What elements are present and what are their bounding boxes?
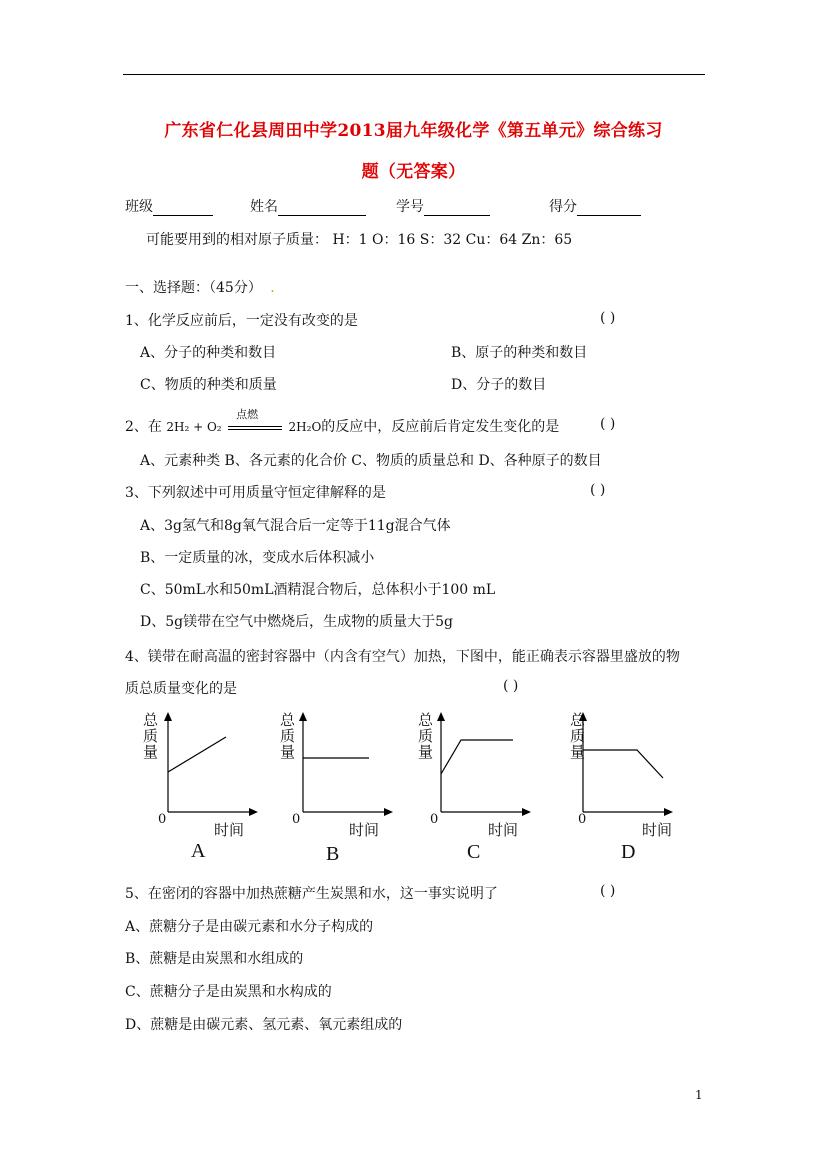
q4-chart-a-ylabel: 总 质 量 <box>143 711 159 761</box>
q4-stem-line-2: 质总质量变化的是 <box>125 681 237 697</box>
q3-option-a: A、3g氢气和8g氧气混合后一定等于11g混合气体 <box>140 518 451 534</box>
score-field <box>549 196 641 216</box>
q5-option-d: D、蔗糖是由碳元素、氢元素、氧元素组成的 <box>125 1017 403 1033</box>
q4-chart-d-letter: D <box>621 841 636 863</box>
q4-chart-d-line <box>583 750 663 778</box>
q4-chart-a-line <box>168 737 226 772</box>
class-label: 班级 <box>125 199 153 215</box>
q4-chart-c-letter: C <box>467 841 481 863</box>
q4-chart-d-ylabel: 总 质 量 <box>570 711 586 761</box>
q2-eq-right: 2H₂O <box>288 420 322 434</box>
score-label: 得分 <box>549 199 577 215</box>
q5-option-b: B、蔗糖是由炭黑和水组成的 <box>125 951 304 967</box>
q3-option-d: D、5g镁带在空气中燃烧后，生成物的质量大于5g <box>140 614 453 630</box>
q2-options: A、元素种类 B、各元素的化合价 C、物质的质量总和 D、各种原子的数目 <box>140 453 602 469</box>
q5-stem: 5、在密闭的容器中加热蔗糖产生炭黑和水，这一事实说明了 <box>125 886 498 902</box>
q4-chart-a-letter: A <box>191 840 206 862</box>
class-field <box>125 196 213 216</box>
q1-stem: 1、化学反应前后，一定没有改变的是 <box>125 313 358 329</box>
name-blank <box>278 201 366 216</box>
page-number: 1 <box>695 1088 703 1102</box>
class-blank <box>153 201 213 216</box>
q5-answer-paren: ( ) <box>600 883 616 899</box>
q1-answer-paren: ( ) <box>600 310 616 326</box>
q4-chart-c-ylabel: 总 质 量 <box>418 711 434 761</box>
name-label: 姓名 <box>250 199 278 215</box>
q4-chart-a-origin: 0 <box>158 812 167 827</box>
q4-stem-line-1: 4、镁带在耐高温的密封容器中（内含有空气）加热，下图中，能正确表示容器里盛放的物 <box>125 649 680 665</box>
q2-eq-condition: 点燃 <box>236 408 259 421</box>
q3-answer-paren: ( ) <box>590 482 606 498</box>
q5-option-a: A、蔗糖分子是由碳元素和水分子构成的 <box>125 919 374 935</box>
q3-option-b: B、一定质量的冰，变成水后体积减小 <box>140 550 375 566</box>
q4-chart-b-origin: 0 <box>292 812 301 827</box>
atomic-masses: 可能要用到的相对原子质量： H：1 O：16 S：32 Cu：64 Zn：65 <box>146 232 573 248</box>
q4-chart-b-ylabel: 总 质 量 <box>280 711 296 761</box>
q4-chart-a-xlabel: 时间 <box>214 821 245 839</box>
q5-option-c: C、蔗糖分子是由炭黑和水构成的 <box>125 984 332 1000</box>
q2-stem <box>125 408 560 436</box>
q3-stem: 3、下列叙述中可用质量守恒定律解释的是 <box>125 485 386 501</box>
q2-eq-left: 2H₂ + O₂ <box>166 420 222 434</box>
title-line-2: 题（无答案） <box>361 162 466 182</box>
q1-option-c: C、物质的种类和质量 <box>140 377 277 393</box>
title-line-1: 广东省仁化县周田中学2013届九年级化学《第五单元》综合练习 <box>164 121 663 141</box>
q4-answer-paren: ( ) <box>503 678 519 694</box>
header-rule <box>123 74 705 75</box>
q1-option-a: A、分子的种类和数目 <box>140 345 277 361</box>
q3-option-c: C、50mL水和50mL酒精混合物后，总体积小于100 mL <box>140 582 496 598</box>
q4-chart-c-xlabel: 时间 <box>488 821 519 839</box>
section-heading <box>125 277 275 297</box>
q2-prefix: 2、在 <box>125 419 162 435</box>
q4-chart-d-xlabel: 时间 <box>642 821 673 839</box>
q4-chart-b-xlabel: 时间 <box>349 821 380 839</box>
q4-chart-b-letter: B <box>326 843 340 865</box>
q1-option-d: D、分子的数目 <box>451 377 547 393</box>
q2-suffix: 的反应中，反应前后肯定发生变化的是 <box>321 419 560 435</box>
q4-chart-d-origin: 0 <box>578 812 587 827</box>
number-label: 学号 <box>396 199 424 215</box>
q1-option-b: B、原子的种类和数目 <box>451 345 588 361</box>
q4-chart-c-line <box>441 740 513 774</box>
q4-chart-c-origin: 0 <box>430 812 439 827</box>
q2-answer-paren: ( ) <box>600 416 616 432</box>
section-dot: . <box>270 280 275 296</box>
number-blank <box>424 201 490 216</box>
score-blank <box>577 201 641 216</box>
number-field <box>396 196 490 216</box>
section-heading-text: 一、选择题：（45分） <box>125 280 262 296</box>
name-field <box>250 196 366 216</box>
q2-eq-arrow <box>226 408 284 434</box>
